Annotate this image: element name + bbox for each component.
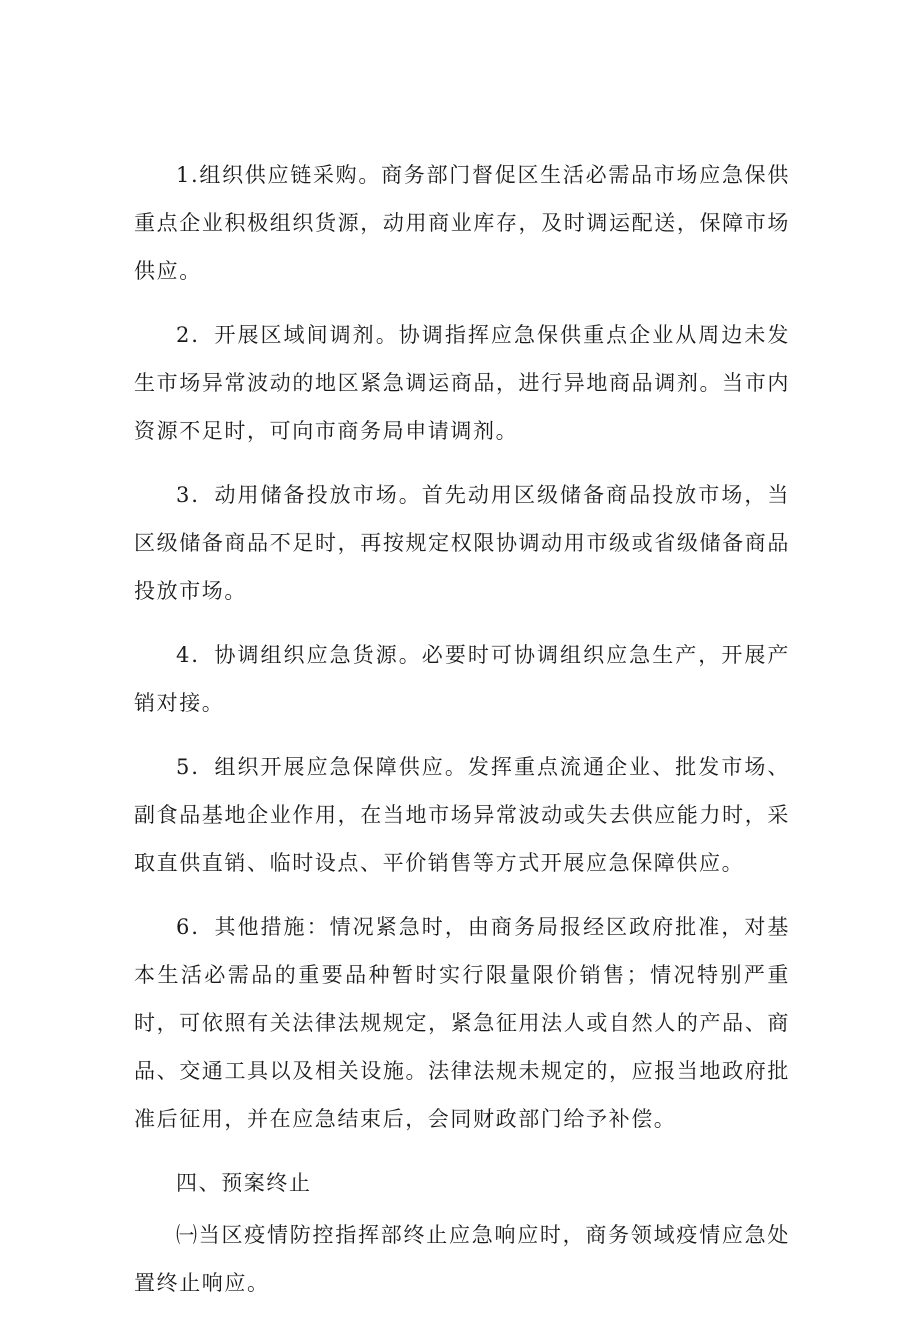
paragraph-supply-chain-procurement: 1.组织供应链采购。商务部门督促区生活必需品市场应急保供重点企业积极组织货源，动用商业库存，及时调运配送，保障市场供应。 [134, 163, 790, 283]
section-heading-plan-termination: 四、预案终止 [176, 1171, 312, 1195]
paragraph-emergency-sourcing: 4．协调组织应急货源。必要时可协调组织应急生产，开展产销对接。 [134, 643, 790, 715]
paragraph-reserve-release: 3．动用储备投放市场。首先动用区级储备商品投放市场，当区级储备商品不足时，再按规定权限协调动用市级或省级储备商品投放市场。 [134, 483, 790, 603]
document-body [134, 151, 790, 1323]
paragraph-emergency-supply: 5．组织开展应急保障供应。发挥重点流通企业、批发市场、副食品基地企业作用，在当地市场异常波动或失去供应能力时，采取直供直销、临时设点、平价销售等方式开展应急保障供应。 [134, 755, 790, 875]
paragraph-termination-response: ㈠当区疫情防控指挥部终止应急响应时，商务领域疫情应急处置终止响应。 [134, 1223, 790, 1295]
paragraph-regional-allocation: 2．开展区域间调剂。协调指挥应急保供重点企业从周边未发生市场异常波动的地区紧急调运商品，进行异地商品调剂。当市内资源不足时，可向市商务局申请调剂。 [134, 323, 790, 443]
paragraph-other-measures: 6．其他措施：情况紧急时，由商务局报经区政府批准，对基本生活必需品的重要品种暂时实行限量限价销售；情况特别严重时，可依照有关法律法规规定，紧急征用法人或自然人的产品、商品、交通工具以及相关设施。法律法规未规定的，应报当地政府批准后征用，并在应急结束后，会同财政部门给予补偿。 [134, 915, 790, 1131]
